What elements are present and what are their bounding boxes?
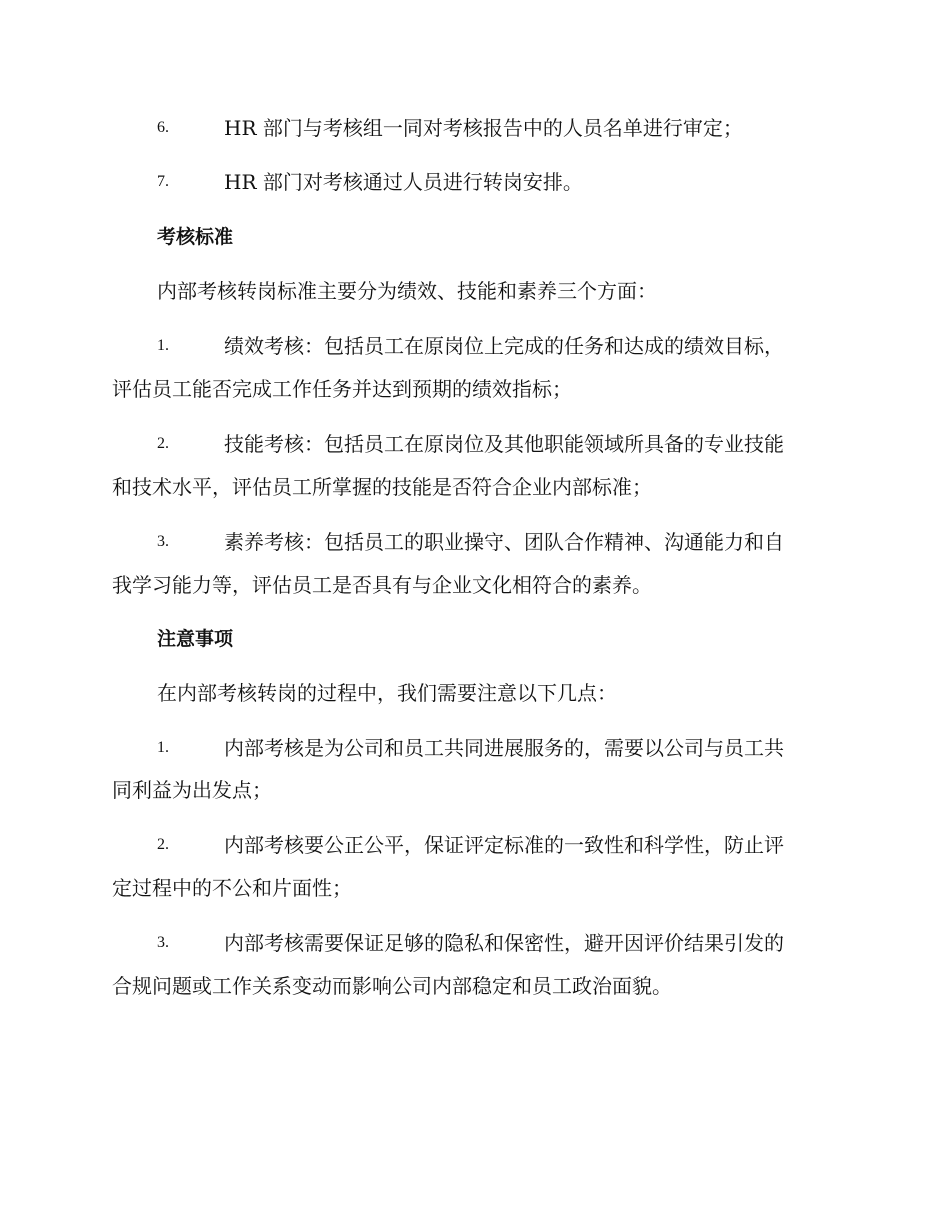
list-item-number: 1. [157,337,169,354]
list-item-text: HR 部门与考核组一同对考核报告中的人员名单进行审定； [224,116,743,140]
list-item-text-continued: 和技术水平，评估员工所掌握的技能是否符合企业内部标准； [112,475,652,499]
list-item-number: 7. [157,173,169,190]
section-intro: 内部考核转岗标准主要分为绩效、技能和素养三个方面： [157,279,657,303]
section-intro: 在内部考核转岗的过程中，我们需要注意以下几点： [157,681,617,705]
list-item-text-continued: 我学习能力等，评估员工是否具有与企业文化相符合的素养。 [112,573,652,597]
list-item-number: 1. [157,739,169,756]
section-heading-notes: 注意事项 [157,628,234,650]
list-item-number: 6. [157,119,169,136]
list-item-text: 素养考核：包括员工的职业操守、团队合作精神、沟通能力和自 [224,530,784,554]
list-item-text: 技能考核：包括员工在原岗位及其他职能领域所具备的专业技能 [224,432,784,456]
list-item-text: 绩效考核：包括员工在原岗位上完成的任务和达成的绩效目标， [224,334,784,358]
list-item-text-continued: 评估员工能否完成工作任务并达到预期的绩效指标； [112,377,572,401]
list-item-text-continued: 合规问题或工作关系变动而影响公司内部稳定和员工政治面貌。 [112,974,672,998]
section-heading-standards: 考核标准 [157,226,234,248]
list-item-number: 2. [157,435,169,452]
list-item-text-continued: 定过程中的不公和片面性； [112,876,352,900]
list-item-number: 3. [157,934,169,951]
list-item-number: 2. [157,836,169,853]
list-item-text: 内部考核要公正公平，保证评定标准的一致性和科学性，防止评 [224,833,784,857]
list-item-text: HR 部门对考核通过人员进行转岗安排。 [224,170,583,194]
list-item-text: 内部考核需要保证足够的隐私和保密性，避开因评价结果引发的 [224,931,784,955]
list-item-number: 3. [157,533,169,550]
list-item-text-continued: 同利益为出发点； [112,778,272,802]
list-item-text: 内部考核是为公司和员工共同进展服务的，需要以公司与员工共 [224,736,784,760]
